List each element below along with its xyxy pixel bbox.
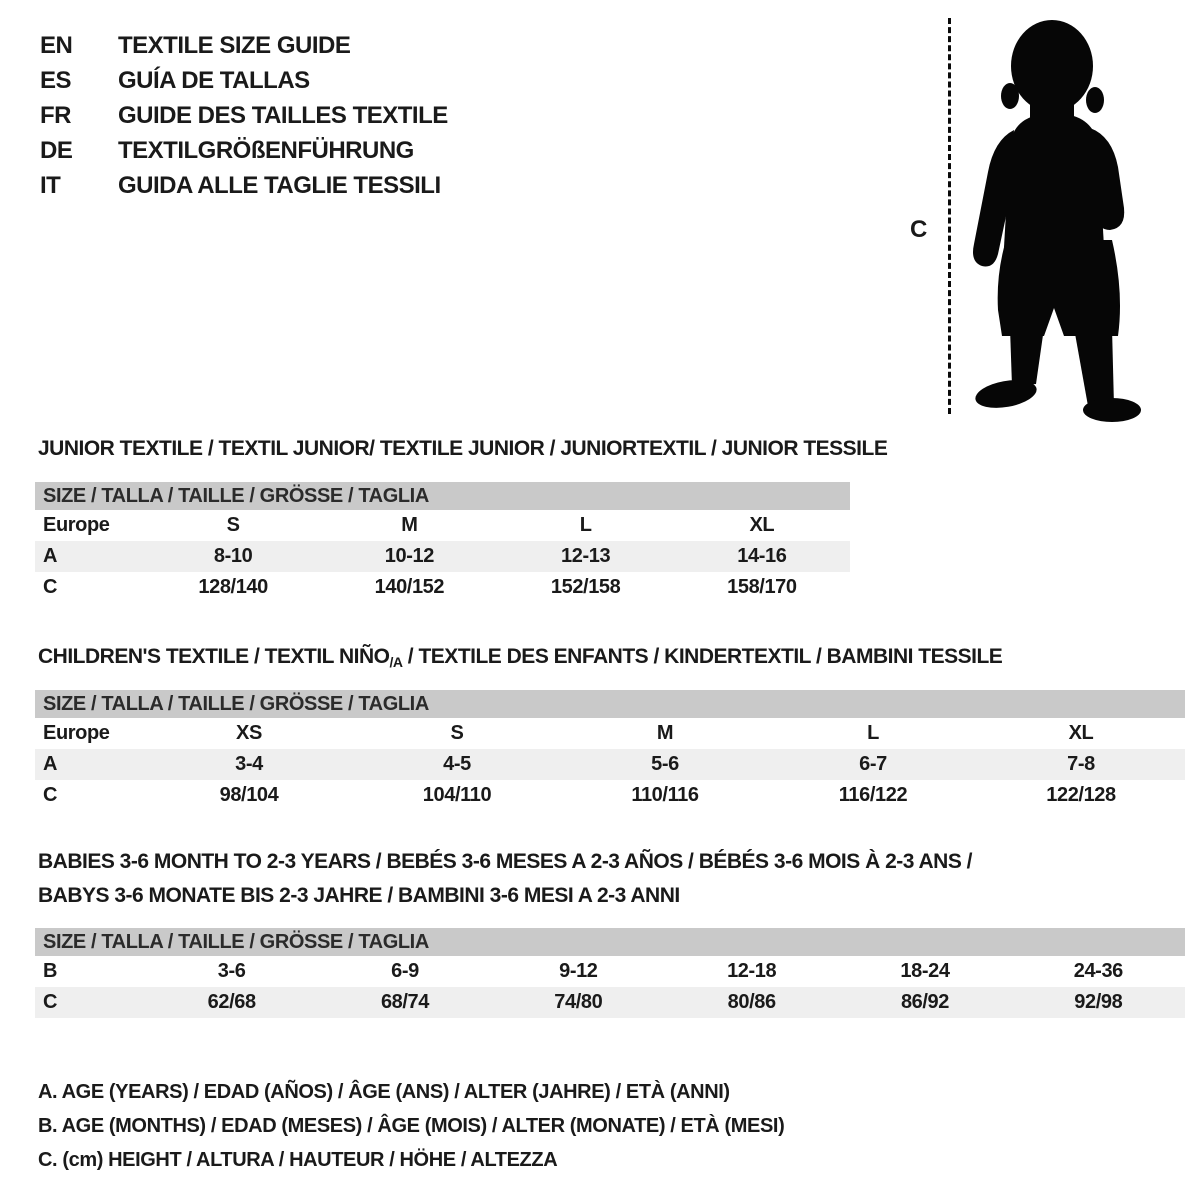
junior-size-table	[35, 482, 850, 603]
age-cell: 12-13	[498, 541, 674, 572]
language-row-es	[40, 63, 448, 98]
toddler-silhouette-illustration	[960, 12, 1150, 422]
height-cell: 128/140	[198, 576, 268, 598]
children-title-post: / TEXTILE DES ENFANTS / KINDERTEXTIL / BAMBINI TESSILE	[402, 645, 1003, 668]
language-row-fr	[40, 98, 448, 133]
height-cell: 62/68	[145, 987, 318, 1018]
height-cell: 104/110	[422, 784, 492, 806]
row-label: C	[43, 576, 58, 598]
size-cell: S	[450, 722, 464, 744]
size-cell: S	[226, 514, 240, 536]
language-code: IT	[40, 172, 61, 199]
guide-title-en: TEXTILE SIZE GUIDE	[118, 32, 351, 59]
size-cell: M	[401, 514, 418, 536]
height-cell: 74/80	[492, 987, 665, 1018]
size-cell: M	[656, 722, 674, 744]
babies-size-header-bar: SIZE / TALLA / TAILLE / GRÖSSE / TAGLIA	[35, 928, 1185, 956]
children-title-pre: CHILDREN'S TEXTILE / TEXTIL NIÑO	[38, 645, 390, 668]
children-title-subscript: /A	[389, 654, 403, 670]
height-cell: 92/98	[1012, 987, 1185, 1018]
row-label: C	[35, 987, 145, 1018]
babies-section-title-line1: BABIES 3-6 MONTH TO 2-3 YEARS / BEBÉS 3-6 MESES A 2-3 AÑOS / BÉBÉS 3-6 MOIS À 2-3 ANS /	[38, 850, 973, 873]
age-cell: 4-5	[353, 749, 561, 780]
language-row-en	[40, 28, 448, 63]
language-row-it	[40, 168, 448, 203]
row-label: Europe	[43, 722, 110, 744]
language-row-de	[40, 133, 448, 168]
height-measure-label: C	[910, 216, 928, 243]
language-code: ES	[40, 67, 72, 94]
row-label: A	[35, 749, 145, 780]
size-cell: XS	[236, 722, 262, 744]
age-cell: 12-18	[727, 960, 777, 982]
legend-line-b: B. AGE (MONTHS) / EDAD (MESES) / ÂGE (MOIS) / ALTER (MONATE) / ETÀ (MESI)	[38, 1115, 785, 1137]
age-cell: 18-24	[900, 960, 950, 982]
guide-title-it: GUIDA ALLE TAGLIE TESSILI	[118, 172, 441, 199]
age-cell: 3-4	[145, 749, 353, 780]
age-cell: 8-10	[145, 541, 321, 572]
legend-line-a: A. AGE (YEARS) / EDAD (AÑOS) / ÂGE (ANS) / ALTER (JAHRE) / ETÀ (ANNI)	[38, 1081, 730, 1103]
row-label: C	[43, 784, 58, 806]
language-title-list	[40, 28, 448, 203]
row-label: A	[35, 541, 145, 572]
measurement-legend	[38, 1075, 784, 1177]
junior-size-header-bar: SIZE / TALLA / TAILLE / GRÖSSE / TAGLIA	[35, 482, 850, 510]
height-cell: 122/128	[1046, 784, 1116, 806]
size-cell: XL	[1068, 722, 1094, 744]
children-size-table	[35, 690, 1185, 811]
height-cell: 110/116	[631, 784, 699, 806]
height-cell: 116/122	[838, 784, 908, 806]
language-code: DE	[40, 137, 73, 164]
age-cell: 24-36	[1073, 960, 1123, 982]
language-code: EN	[40, 32, 73, 59]
height-measure-dashed-line	[948, 18, 951, 414]
size-cell: L	[579, 514, 592, 536]
age-cell: 10-12	[321, 541, 497, 572]
height-cell: 158/170	[727, 576, 797, 598]
age-cell: 3-6	[217, 960, 246, 982]
age-cell: 9-12	[559, 960, 598, 982]
babies-section-title-line2: BABYS 3-6 MONATE BIS 2-3 JAHRE / BAMBINI 3-6 MESI A 2-3 ANNI	[38, 884, 680, 907]
children-size-header-bar: SIZE / TALLA / TAILLE / GRÖSSE / TAGLIA	[35, 690, 1185, 718]
height-cell: 68/74	[318, 987, 491, 1018]
size-cell: XL	[749, 514, 775, 536]
height-cell: 98/104	[219, 784, 279, 806]
guide-title-de: TEXTILGRÖßENFÜHRUNG	[118, 137, 414, 164]
age-cell: 5-6	[561, 749, 769, 780]
guide-title-fr: GUIDE DES TAILLES TEXTILE	[118, 102, 448, 129]
height-cell: 80/86	[665, 987, 838, 1018]
size-cell: L	[867, 722, 879, 744]
children-section-title	[38, 645, 1002, 669]
age-cell: 6-9	[391, 960, 419, 982]
row-label: Europe	[43, 514, 110, 536]
age-cell: 7-8	[977, 749, 1185, 780]
row-label: B	[43, 960, 58, 982]
height-cell: 86/92	[838, 987, 1011, 1018]
height-cell: 152/158	[550, 576, 621, 598]
height-cell: 140/152	[374, 576, 445, 598]
age-cell: 14-16	[674, 541, 850, 572]
language-code: FR	[40, 102, 71, 129]
junior-section-title: JUNIOR TEXTILE / TEXTIL JUNIOR/ TEXTILE JUNIOR / JUNIORTEXTIL / JUNIOR TESSILE	[38, 437, 888, 460]
guide-title-es: GUÍA DE TALLAS	[118, 67, 310, 94]
babies-size-table	[35, 928, 1185, 1018]
age-cell: 6-7	[769, 749, 977, 780]
legend-line-c: C. (cm) HEIGHT / ALTURA / HAUTEUR / HÖHE / ALTEZZA	[38, 1149, 558, 1171]
